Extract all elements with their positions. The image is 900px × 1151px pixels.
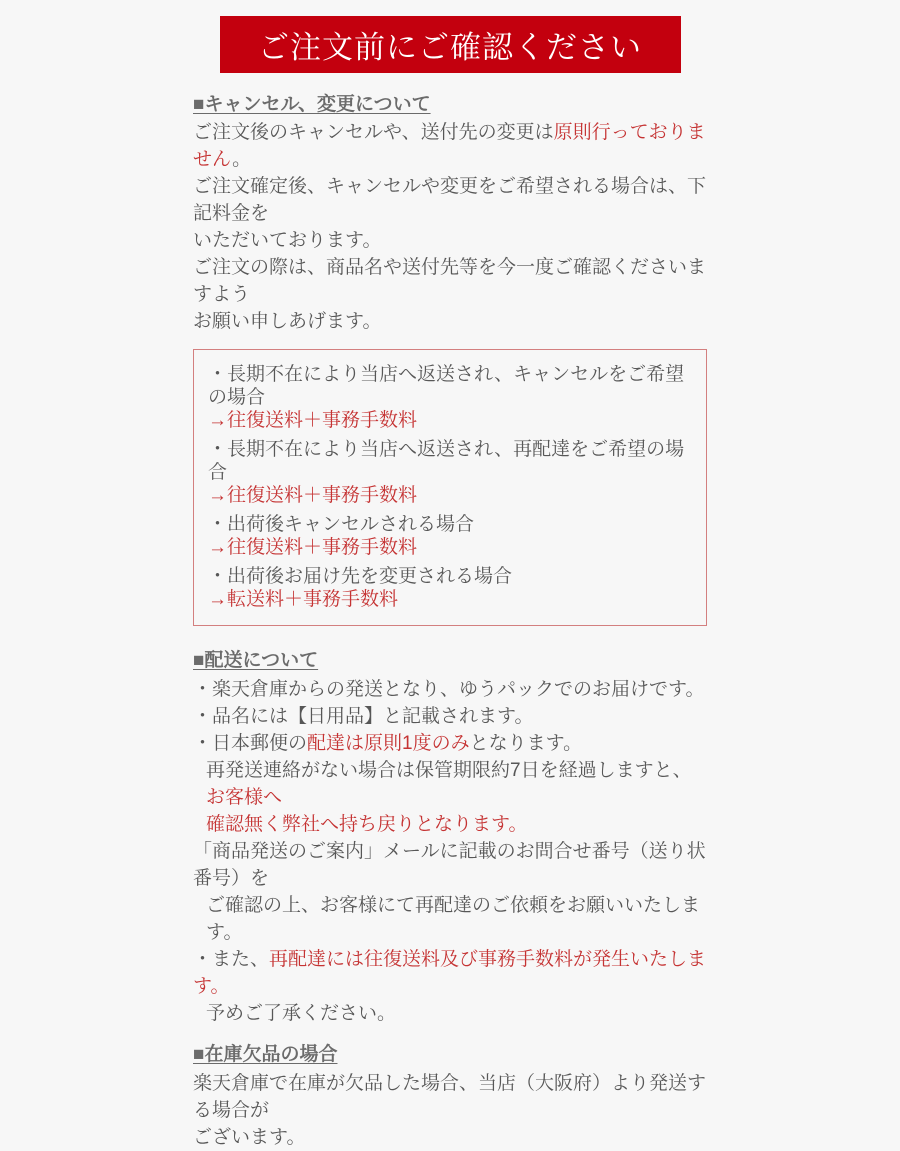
cancel-intro-line-5: お願い申しあげます。 (193, 311, 382, 332)
cancel-intro-line-2: ご注文確定後、キャンセルや変更をご希望される場合は、下記料金を (193, 176, 707, 224)
notice-banner (220, 16, 681, 73)
fee-condition: ・出荷後お届け先を変更される場合 (208, 566, 513, 587)
fee-amount: →往復送料＋事務手数料 (208, 485, 418, 506)
fee-box-item (208, 363, 692, 432)
fee-amount: →往復送料＋事務手数料 (208, 410, 418, 431)
stock-paragraph (193, 1070, 707, 1151)
shipping-line-8: ・また、再配達には往復送料及び事務手数料が発生いたします。 (193, 949, 707, 997)
shipping-list (193, 676, 707, 1027)
fee-box-item (208, 565, 692, 611)
cancel-intro-paragraph (193, 119, 707, 335)
fee-box-item (208, 513, 692, 559)
fee-condition: ・長期不在により当店へ返送され、再配達をご希望の場合 (208, 439, 685, 483)
cancel-intro-line-4: ご注文の際は、商品名や送付先等を今一度ご確認くださいますよう (193, 257, 707, 305)
shipping-line-5: 確認無く弊社へ持ち戻りとなります。 (206, 814, 528, 835)
stock-line-1: 楽天倉庫で在庫が欠品した場合、当店（大阪府）より発送する場合が (193, 1073, 707, 1121)
cancel-intro-line-1: ご注文後のキャンセルや、送付先の変更は原則行っておりません。 (193, 122, 706, 170)
fee-condition: ・出荷後キャンセルされる場合 (208, 514, 475, 535)
fee-box (193, 349, 707, 626)
cancel-intro-line-3: いただいております。 (193, 230, 382, 251)
fee-amount: →転送料＋事務手数料 (208, 589, 399, 610)
emphasis-single-delivery: 配達は原則1度のみ (307, 733, 470, 754)
section-heading-shipping: ■配送について (193, 650, 319, 671)
shipping-line-3: ・日本郵便の配達は原則1度のみとなります。 (193, 733, 583, 754)
emphasis-return-warning: お客様へ (206, 787, 283, 808)
banner-title: ご注文前にご確認ください (258, 30, 642, 65)
shipping-line-1: ・楽天倉庫からの発送となり、ゆうパックでのお届けです。 (193, 679, 705, 700)
fee-box-item (208, 438, 692, 507)
stock-line-2: ございます。 (193, 1127, 306, 1148)
section-heading-stock: ■在庫欠品の場合 (193, 1044, 338, 1065)
emphasis-no-cancellation: 原則行っておりません (193, 122, 706, 170)
fee-condition: ・長期不在により当店へ返送され、キャンセルをご希望の場合 (208, 364, 685, 408)
shipping-line-9: 予めご了承ください。 (206, 1003, 397, 1024)
shipping-line-2: ・品名には【日用品】と記載されます。 (193, 706, 534, 727)
emphasis-redelivery-fee: 再配達には往復送料及び事務手数料が発生いたします。 (193, 949, 707, 997)
section-heading-cancel: ■キャンセル、変更について (193, 94, 431, 115)
fee-amount: →往復送料＋事務手数料 (208, 537, 418, 558)
shipping-line-6: 「商品発送のご案内」メールに記載のお問合せ番号（送り状番号）を (193, 841, 706, 889)
notice-content (193, 93, 707, 1151)
shipping-line-4: 再発送連絡がない場合は保管期限約7日を経過しますと、お客様へ (206, 760, 692, 808)
shipping-line-7: ご確認の上、お客様にて再配達のご依頼をお願いいたします。 (206, 895, 701, 943)
